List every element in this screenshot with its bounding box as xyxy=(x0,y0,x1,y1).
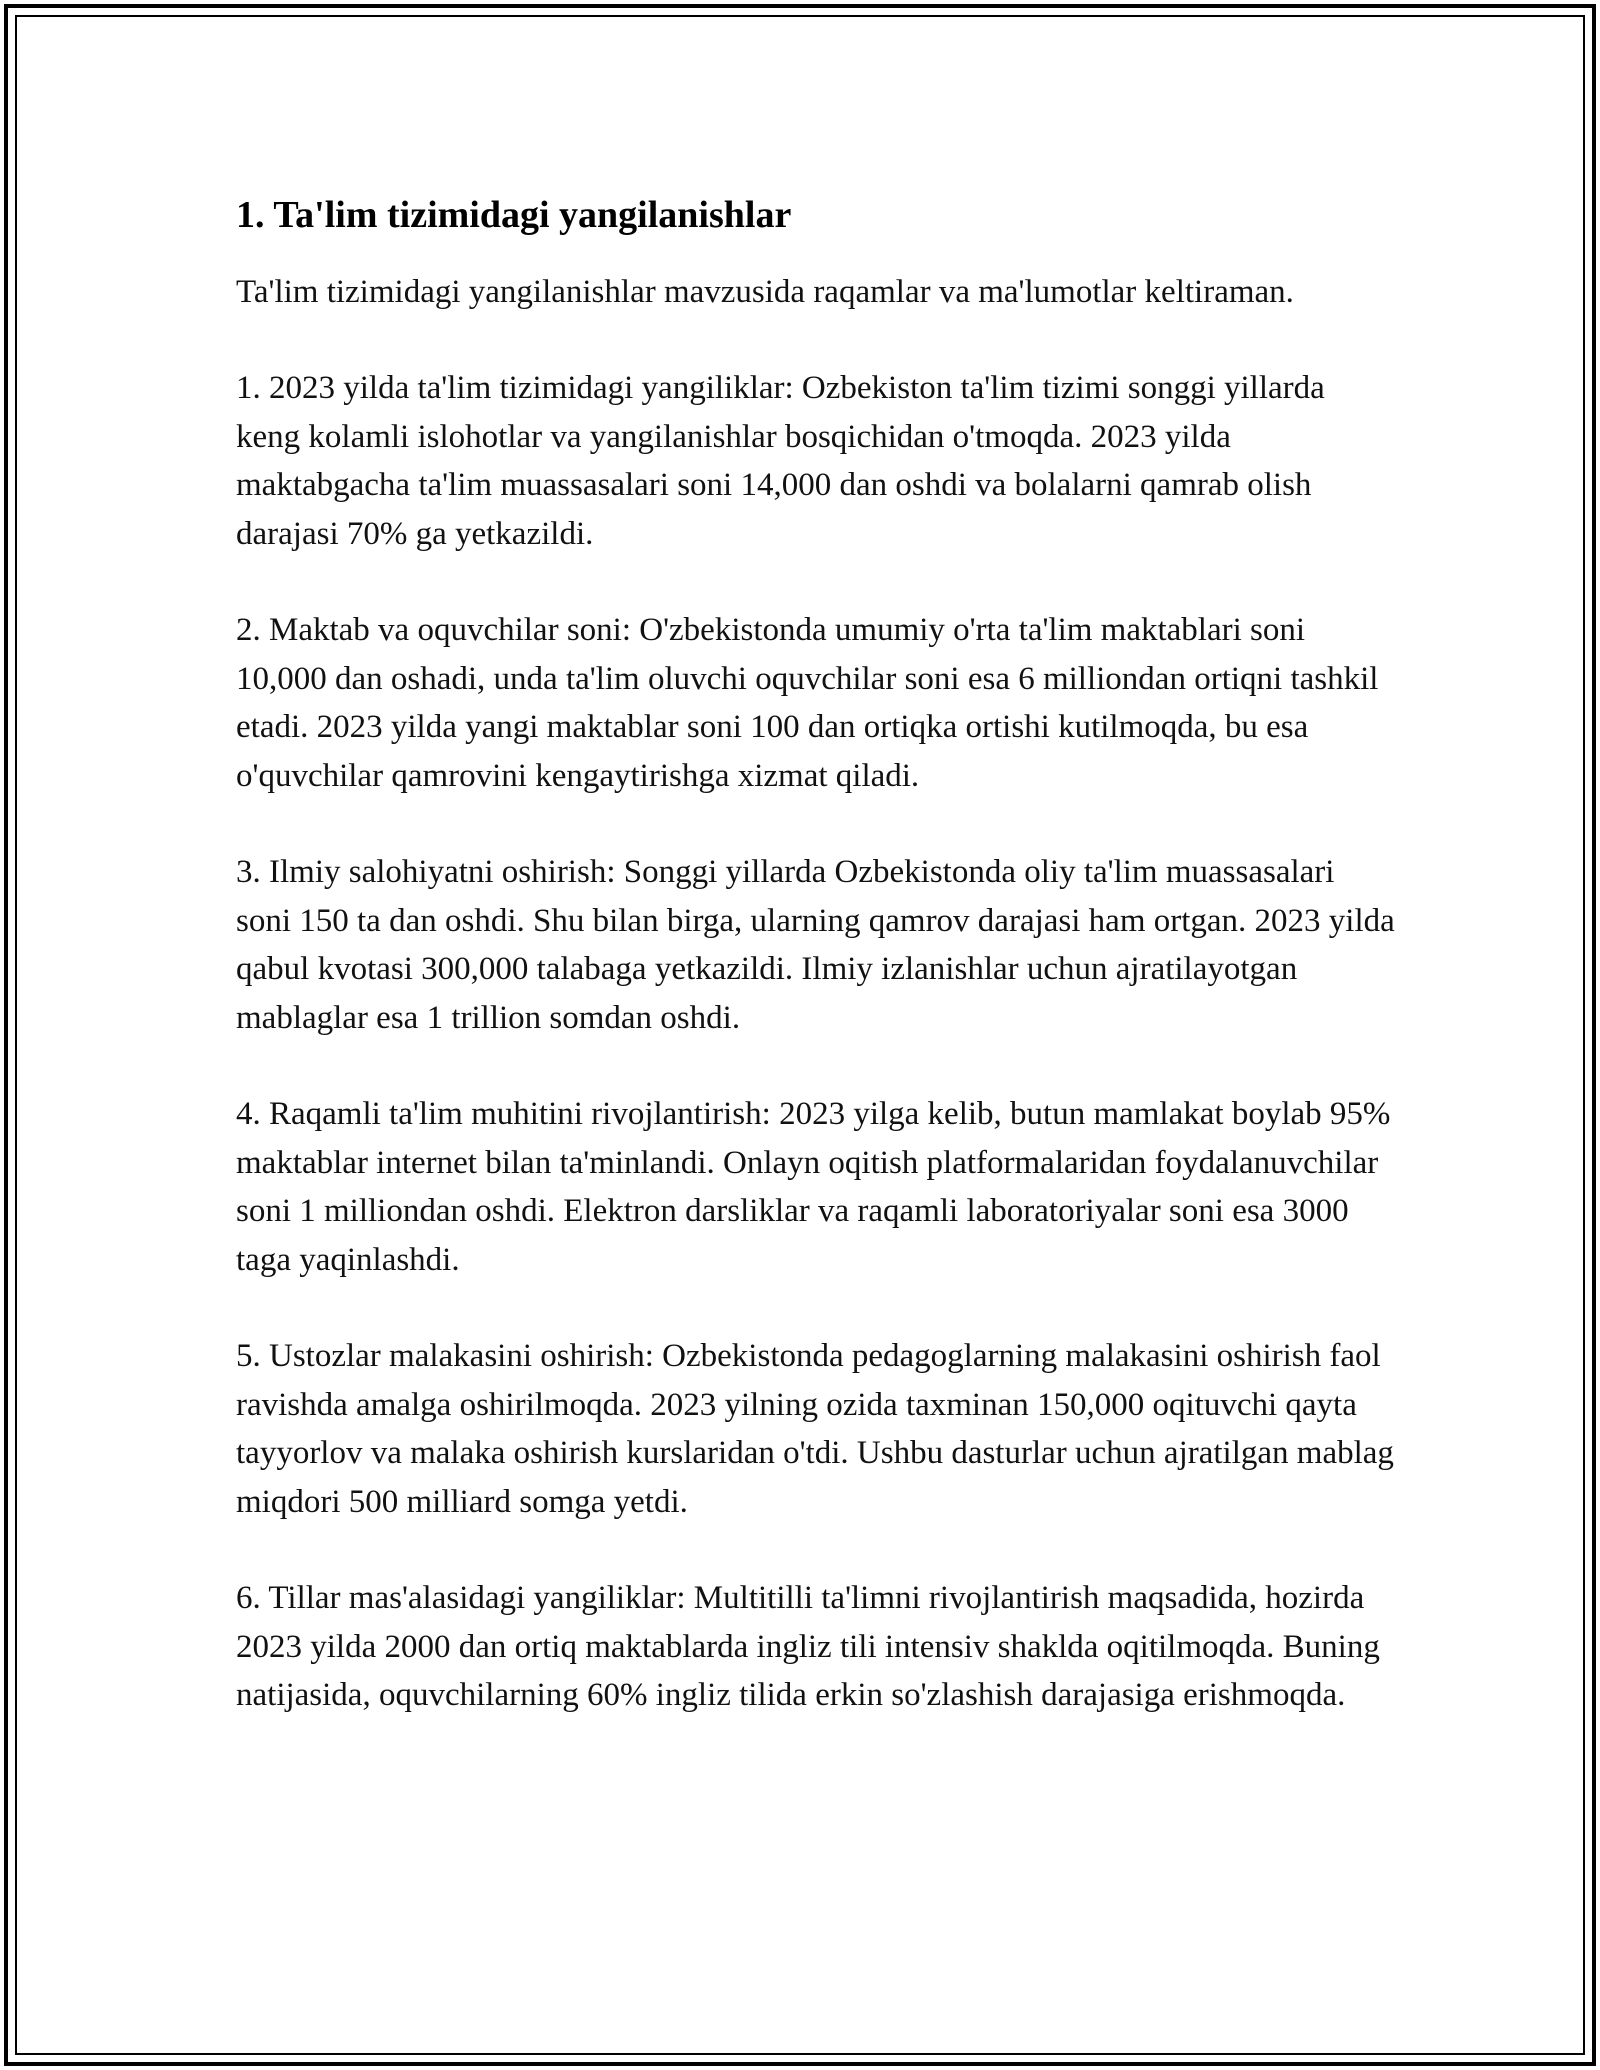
document-body xyxy=(236,190,1396,1720)
list-item-6: 6. Tillar mas'alasidagi yangiliklar: Multitilli ta'limni rivojlantirish maqsadida, hozirda 2023 yilda 2000 dan ortiq maktablarda ingliz tili intensiv shaklda oqitilmoqda. Buning natijasida, oquvchilarning 60% ingliz tilida erkin so'zlashish darajasiga erishmoqda. xyxy=(236,1580,1380,1713)
intro-paragraph: Ta'lim tizimidagi yangilanishlar mavzusida raqamlar va ma'lumotlar keltiraman. xyxy=(236,274,1294,310)
list-item-2: 2. Maktab va oquvchilar soni: O'zbekistonda umumiy o'rta ta'lim maktablari soni 10,000 dan oshadi, unda ta'lim oluvchi oquvchilar soni esa 6 milliondan ortiqni tashkil etadi. 2023 yilda yangi maktablar soni 100 dan ortiqka ortishi kutilmoqda, bu esa o'quvchilar qamrovini kengaytirishga xizmat qiladi. xyxy=(236,612,1379,794)
list-item-4: 4. Raqamli ta'lim muhitini rivojlantirish: 2023 yilga kelib, butun mamlakat boylab 95% maktablar internet bilan ta'minlandi. Onlayn oqitish platformalaridan foydalanuvchilar soni 1 milliondan oshdi. Elektron darsliklar va raqamli laboratoriyalar soni esa 3000 taga yaqinlashdi. xyxy=(236,1096,1391,1278)
list-item-3: 3. Ilmiy salohiyatni oshirish: Songgi yillarda Ozbekistonda oliy ta'lim muassasalari soni 150 ta dan oshdi. Shu bilan birga, ularning qamrov darajasi ham ortgan. 2023 yilda qabul kvotasi 300,000 talabaga yetkazildi. Ilmiy izlanishlar uchun ajratilayotgan mablaglar esa 1 trillion somdan oshdi. xyxy=(236,854,1395,1036)
list-item-5: 5. Ustozlar malakasini oshirish: Ozbekistonda pedagoglarning malakasini oshirish faol ravishda amalga oshirilmoqda. 2023 yilning ozida taxminan 150,000 oqituvchi qayta tayyorlov va malaka oshirish kurslaridan o'tdi. Ushbu dasturlar uchun ajratilgan mablag miqdori 500 milliard somga yetdi. xyxy=(236,1338,1394,1520)
document-title: 1. Ta'lim tizimidagi yangilanishlar xyxy=(236,194,792,236)
list-item-1: 1. 2023 yilda ta'lim tizimidagi yangiliklar: Ozbekiston ta'lim tizimi songgi yillarda keng kolamli islohotlar va yangilanishlar bosqichidan o'tmoqda. 2023 yilda maktabgacha ta'lim muassasalari soni 14,000 dan oshdi va bolalarni qamrab olish darajasi 70% ga yetkazildi. xyxy=(236,370,1325,552)
